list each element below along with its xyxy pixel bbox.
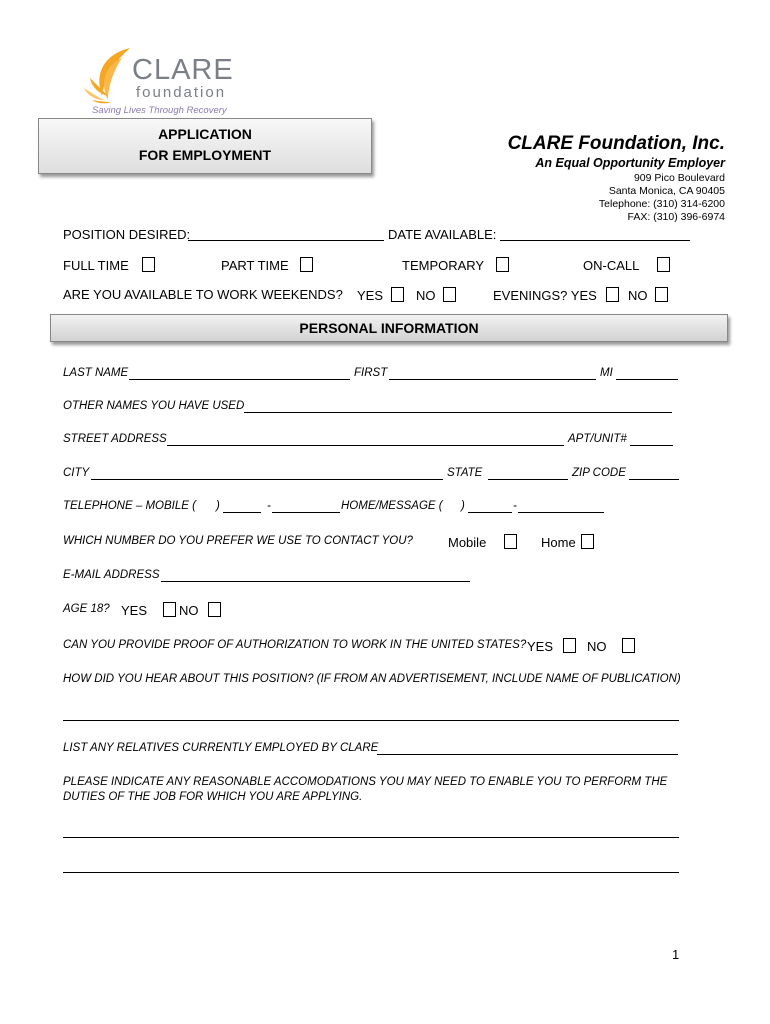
work-authorization-question: CAN YOU PROVIDE PROOF OF AUTHORIZATION TO WORK IN THE UNITED STATES? bbox=[63, 639, 527, 651]
company-name: CLARE Foundation, Inc. bbox=[507, 133, 725, 154]
mobile-area-close: ) bbox=[216, 500, 220, 512]
full-time-checkbox[interactable] bbox=[142, 257, 155, 272]
relatives-label: LIST ANY RELATIVES CURRENTLY EMPLOYED BY CLARE bbox=[63, 742, 379, 754]
prefer-home-checkbox[interactable] bbox=[581, 534, 594, 549]
email-label: E-MAIL ADDRESS bbox=[63, 569, 160, 581]
prefer-mobile-label: Mobile bbox=[448, 535, 487, 550]
state-field[interactable] bbox=[488, 479, 568, 480]
first-name-field[interactable] bbox=[389, 379, 596, 380]
temporary-checkbox[interactable] bbox=[496, 257, 509, 272]
company-tagline: An Equal Opportunity Employer bbox=[535, 156, 725, 170]
mobile-dash: - bbox=[267, 500, 271, 512]
prefer-mobile-option bbox=[448, 534, 517, 550]
on-call-checkbox[interactable] bbox=[657, 257, 670, 272]
prefer-home-label: Home bbox=[541, 535, 576, 550]
home-message-label: HOME/MESSAGE ( bbox=[341, 500, 443, 512]
prefer-mobile-checkbox[interactable] bbox=[504, 534, 517, 549]
other-names-field[interactable] bbox=[244, 412, 672, 413]
weekends-yes-checkbox[interactable] bbox=[391, 287, 404, 302]
personal-information-banner: PERSONAL INFORMATION bbox=[50, 314, 728, 342]
city-field[interactable] bbox=[91, 479, 443, 480]
relatives-field[interactable] bbox=[377, 754, 678, 755]
weekends-yes-option bbox=[357, 287, 404, 303]
part-time-label: PART TIME bbox=[221, 258, 289, 273]
hear-about-question: HOW DID YOU HEAR ABOUT THIS POSITION? (IF FROM AN ADVERTISEMENT, INCLUDE NAME OF PUBLICATION) bbox=[63, 673, 681, 685]
weekends-no-label: NO bbox=[416, 288, 436, 303]
other-names-label: OTHER NAMES YOU HAVE USED bbox=[63, 400, 245, 412]
last-name-field[interactable] bbox=[129, 379, 350, 380]
age-yes-label: YES bbox=[121, 603, 148, 618]
on-call-label: ON-CALL bbox=[583, 258, 639, 273]
street-address-label: STREET ADDRESS bbox=[63, 433, 167, 445]
zip-code-label: ZIP CODE bbox=[572, 467, 626, 479]
home-area-close: ) bbox=[461, 500, 465, 512]
authorization-yes-checkbox[interactable] bbox=[563, 638, 576, 653]
accommodations-field-2[interactable] bbox=[63, 872, 679, 873]
evenings-yes-label: EVENINGS? YES bbox=[493, 288, 597, 303]
first-name-label: FIRST bbox=[354, 367, 388, 379]
full-time-option bbox=[63, 257, 155, 273]
authorization-yes-option bbox=[527, 638, 576, 654]
temporary-label: TEMPORARY bbox=[402, 258, 484, 273]
age-no-checkbox[interactable] bbox=[208, 602, 221, 617]
zip-code-field[interactable] bbox=[629, 479, 679, 480]
authorization-no-option bbox=[587, 638, 635, 654]
title-line-2: FOR EMPLOYMENT bbox=[138, 147, 272, 163]
part-time-option bbox=[221, 257, 313, 273]
apt-unit-field[interactable] bbox=[630, 445, 673, 446]
authorization-yes-label: YES bbox=[527, 639, 554, 654]
accommodations-question-line-2: DUTIES OF THE JOB FOR WHICH YOU ARE APPLYING. bbox=[63, 791, 363, 803]
clare-logo bbox=[82, 44, 242, 120]
address-line-2: Santa Monica, CA 90405 bbox=[608, 185, 725, 197]
accommodations-question-line-1: PLEASE INDICATE ANY REASONABLE ACCOMODATIONS YOU MAY NEED TO ENABLE YOU TO PERFORM THE bbox=[63, 776, 668, 788]
age-yes-checkbox[interactable] bbox=[163, 602, 176, 617]
prefer-home-option bbox=[541, 534, 594, 550]
address-line-1: 909 Pico Boulevard bbox=[633, 172, 725, 184]
home-prefix-field[interactable] bbox=[468, 512, 512, 513]
authorization-no-checkbox[interactable] bbox=[622, 638, 635, 653]
address-telephone: Telephone: (310) 314-6200 bbox=[598, 198, 725, 210]
street-address-field[interactable] bbox=[167, 445, 564, 446]
title-line-1: APPLICATION bbox=[158, 126, 252, 142]
home-number-field[interactable] bbox=[518, 512, 604, 513]
home-dash: - bbox=[513, 500, 517, 512]
mobile-prefix-field[interactable] bbox=[223, 512, 261, 513]
date-available-label: DATE AVAILABLE: bbox=[388, 227, 497, 242]
evenings-no-label: NO bbox=[628, 288, 648, 303]
weekends-yes-label: YES bbox=[357, 288, 384, 303]
logo-sub: foundation bbox=[136, 84, 227, 101]
logo-slogan: Saving Lives Through Recovery bbox=[92, 105, 227, 116]
hear-about-field[interactable] bbox=[63, 720, 679, 721]
position-desired-field[interactable] bbox=[188, 240, 384, 241]
age-yes-option bbox=[121, 602, 176, 618]
email-field[interactable] bbox=[161, 581, 470, 582]
position-desired-label: POSITION DESIRED: bbox=[63, 227, 191, 242]
application-title-panel bbox=[38, 118, 372, 174]
address-fax: FAX: (310) 396-6974 bbox=[627, 211, 725, 223]
apt-unit-label: APT/UNIT# bbox=[568, 433, 627, 445]
mi-label: MI bbox=[600, 367, 613, 379]
full-time-label: FULL TIME bbox=[63, 258, 129, 273]
telephone-mobile-label: TELEPHONE – MOBILE ( bbox=[63, 500, 196, 512]
evenings-yes-option bbox=[493, 287, 619, 303]
date-available-field[interactable] bbox=[500, 240, 690, 241]
part-time-checkbox[interactable] bbox=[300, 257, 313, 272]
temporary-option bbox=[402, 257, 509, 273]
page-number: 1 bbox=[672, 947, 680, 962]
weekends-question: ARE YOU AVAILABLE TO WORK WEEKENDS? bbox=[63, 287, 343, 302]
age-18-label: AGE 18? bbox=[63, 603, 110, 615]
age-no-option bbox=[179, 602, 221, 618]
mi-field[interactable] bbox=[616, 379, 678, 380]
state-label: STATE bbox=[447, 467, 483, 479]
authorization-no-label: NO bbox=[587, 639, 607, 654]
last-name-label: LAST NAME bbox=[63, 367, 129, 379]
weekends-no-checkbox[interactable] bbox=[443, 287, 456, 302]
weekends-no-option bbox=[416, 287, 456, 303]
accommodations-field-1[interactable] bbox=[63, 837, 679, 838]
mobile-number-field[interactable] bbox=[272, 512, 340, 513]
evenings-no-checkbox[interactable] bbox=[655, 287, 668, 302]
logo-brand: CLARE bbox=[132, 54, 234, 86]
evenings-yes-checkbox[interactable] bbox=[606, 287, 619, 302]
on-call-option bbox=[583, 257, 670, 273]
evenings-no-option bbox=[628, 287, 668, 303]
age-no-label: NO bbox=[179, 603, 199, 618]
city-label: CITY bbox=[63, 467, 90, 479]
prefer-number-question: WHICH NUMBER DO YOU PREFER WE USE TO CONTACT YOU? bbox=[63, 535, 413, 547]
